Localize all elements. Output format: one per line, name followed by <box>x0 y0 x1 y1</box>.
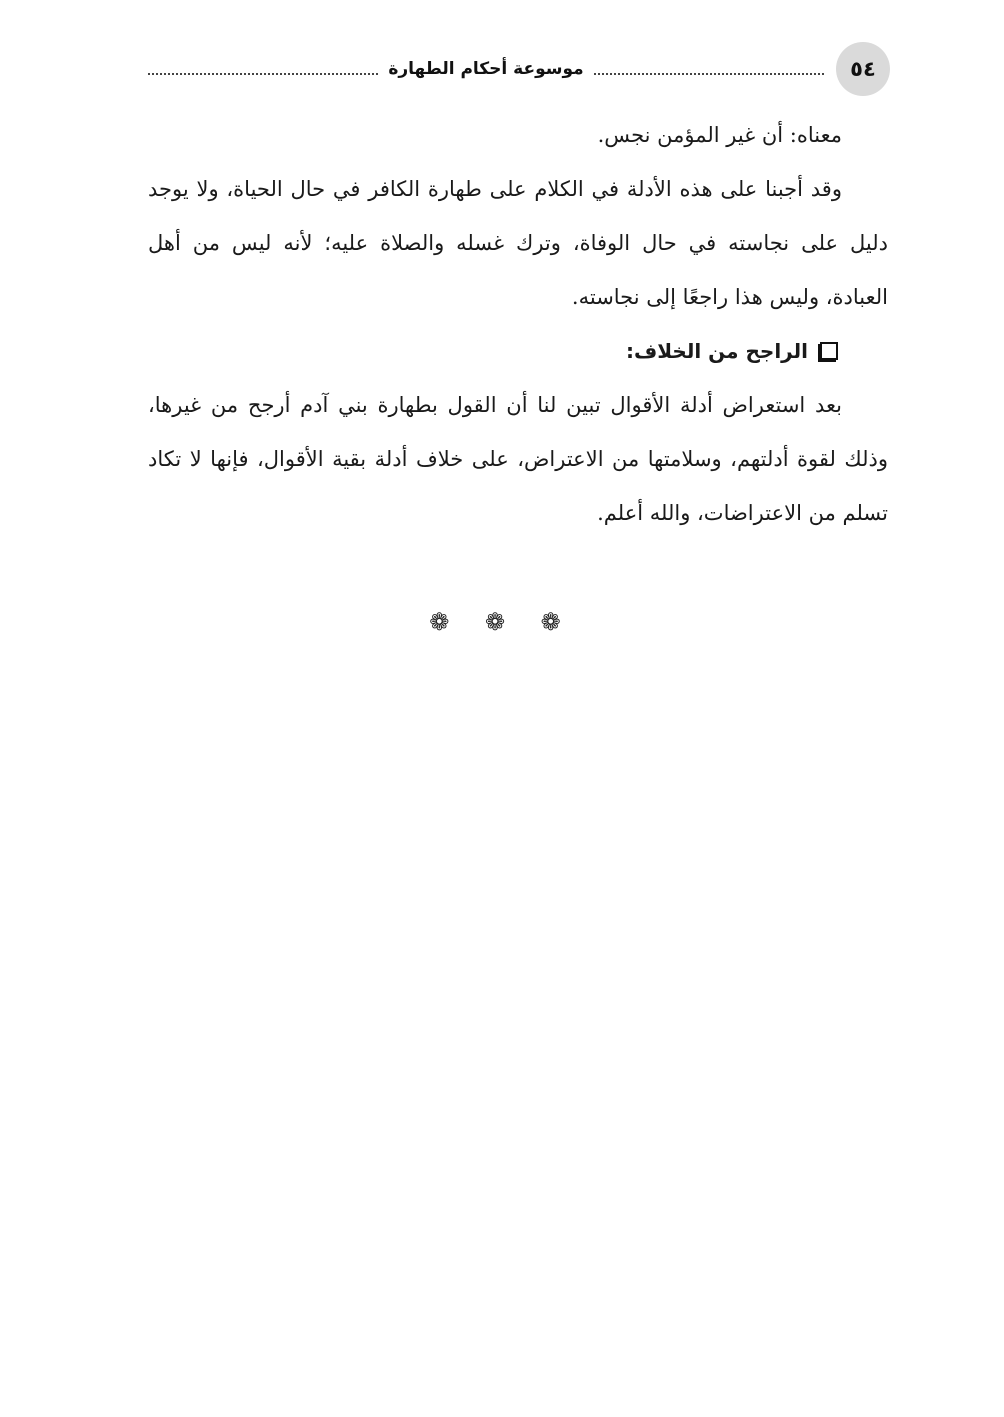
section-heading <box>148 324 888 378</box>
page-body <box>148 108 888 540</box>
page-header <box>148 42 890 96</box>
ornament-divider: ❁ ❁ ❁ <box>429 608 575 636</box>
paragraph-1: معناه: أن غير المؤمن نجس. <box>597 123 842 147</box>
header-dots-left <box>148 73 378 75</box>
checkbox-icon <box>820 342 838 360</box>
header-title-bar <box>148 56 824 82</box>
header-dots-right <box>594 73 824 75</box>
section-heading-text: الراجح من الخلاف: <box>626 339 808 363</box>
book-title: موسوعة أحكام الطهارة <box>388 59 584 79</box>
paragraph-2: وقد أجبنا على هذه الأدلة في الكلام على طهارة الكافر في حال الحياة، ولا يوجد دليل على نجاسته في حال الوفاة، وترك غسله والصلاة عليه؛ لأنه ليس من أهل العبادة، وليس هذا راجعًا إلى نجاسته. <box>148 177 888 309</box>
paragraph-3: بعد استعراض أدلة الأقوال تبين لنا أن القول بطهارة بني آدم أرجح من غيرها، وذلك لقوة أدلتهم، وسلامتها من الاعتراض، على خلاف أدلة بقية الأقوال، فإنها لا تكاد تسلم من الاعتراضات، والله أعلم. <box>148 393 888 525</box>
page-number: ٥٤ <box>836 42 890 96</box>
